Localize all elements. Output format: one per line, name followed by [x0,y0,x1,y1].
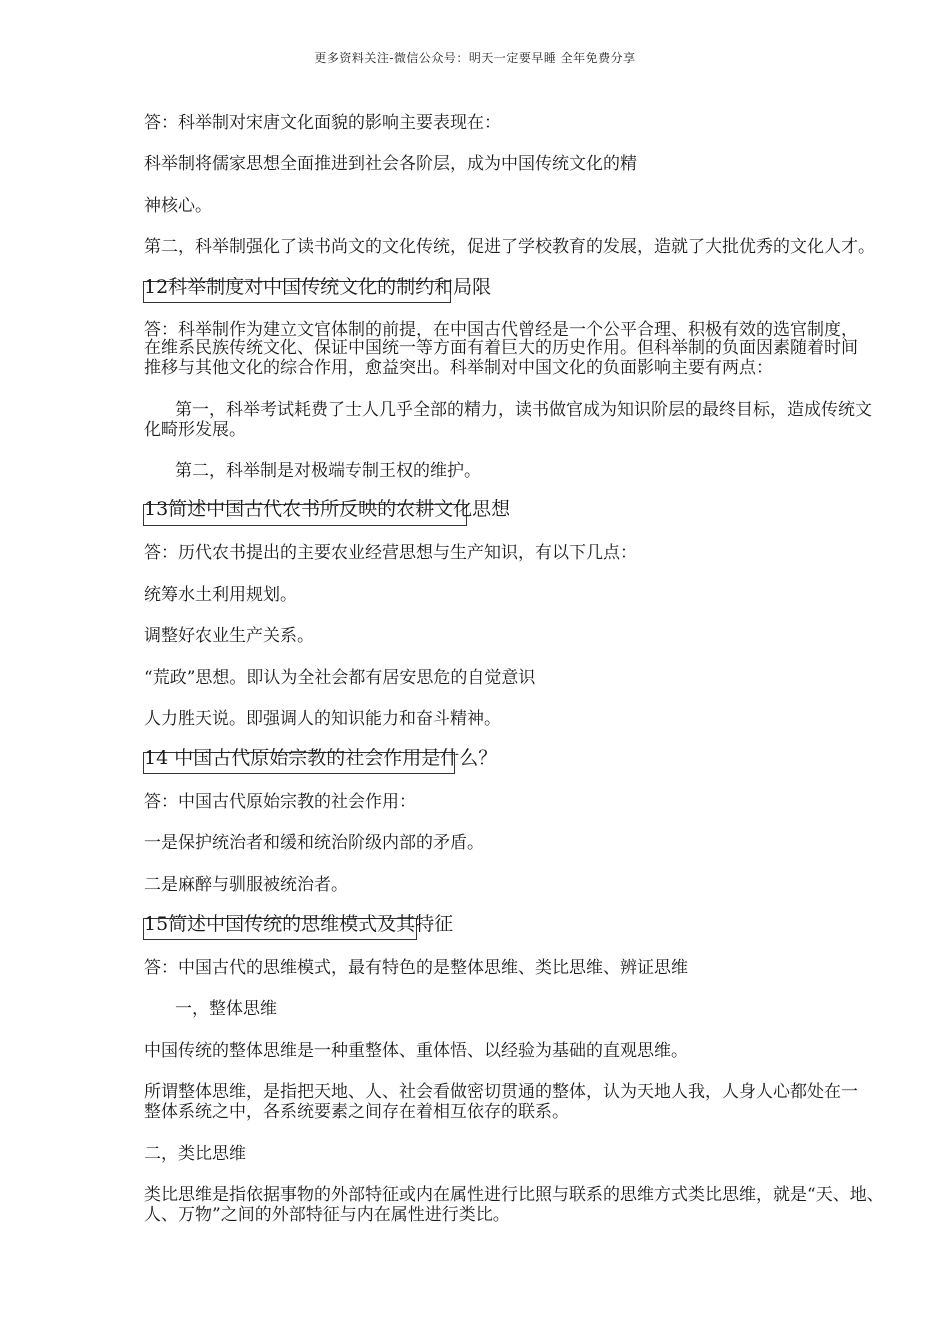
answer-15-heading: 二，类比思维 [144,1144,246,1164]
answer-15-line: 人、万物”之间的外部特征与内在属性进行类比。 [144,1205,510,1225]
answer-13-point: “荒政”思想。即认为全社会都有居安思危的自觉意识 [144,668,536,688]
question-12: 12科举制度对中国传统文化的制约和局限 [144,276,492,298]
answer-11-line: 第二，科举制强化了读书尚文的文化传统，促进了学校教育的发展，造就了大批优秀的文化人才。 [144,237,875,257]
answer-11-line: 神核心。 [144,196,212,216]
answer-14-intro: 答：中国古代原始宗教的社会作用： [144,792,416,812]
answer-15-line: 所谓整体思维，是指把天地、人、社会看做密切贯通的整体，认为天地人我，人身人心都处在一 [144,1082,858,1102]
answer-15-line: 类比思维是指依据事物的外部特征或内在属性进行比照与联系的思维方式类比思维，就是“天、地、 [144,1185,884,1205]
answer-14-point: 二是麻醉与驯服被统治者。 [144,875,348,895]
answer-13-point: 调整好农业生产关系。 [144,626,314,646]
question-13: 13简述中国古代农书所反映的农耕文化思想 [144,498,511,520]
answer-12-point: 化畸形发展。 [144,420,246,440]
answer-15-line: 中国传统的整体思维是一种重整体、重体悟、以经验为基础的直观思维。 [144,1041,688,1061]
answer-11-line: 科举制将儒家思想全面推进到社会各阶层，成为中国传统文化的精 [144,154,637,174]
answer-13-point: 统筹水土利用规划。 [144,585,297,605]
answer-12-line: 推移与其他文化的综合作用，愈益突出。科举制对中国文化的负面影响主要有两点： [144,358,773,378]
answer-12-point: 第一，科举考试耗费了士人几乎全部的精力，读书做官成为知识阶层的最终目标，造成传统文 [175,400,872,420]
answer-12-point: 第二，科举制是对极端专制王权的维护。 [175,461,481,481]
answer-14-point: 一是保护统治者和缓和统治阶级内部的矛盾。 [144,833,484,853]
answer-12-line: 答：科举制作为建立文官体制的前提，在中国古代曾经是一个公平合理、积极有效的选官制度， [144,320,858,340]
page-header: 更多资料关注-微信公众号：明天一定要早睡 全年免费分享 [314,51,636,65]
answer-13-intro: 答：历代农书提出的主要农业经营思想与生产知识，有以下几点： [144,543,637,563]
answer-12-line: 在维系民族传统文化、保证中国统一等方面有着巨大的历史作用。但科举制的负面因素随着时间 [144,338,858,358]
answer-15-line: 整体系统之中，各系统要素之间存在着相互依存的联系。 [144,1102,569,1122]
answer-13-point: 人力胜天说。即强调人的知识能力和奋斗精神。 [144,709,501,729]
answer-11-intro: 答：科举制对宋唐文化面貌的影响主要表现在： [144,113,501,133]
question-14: 14 中国古代原始宗教的社会作用是什么？ [144,747,498,769]
answer-15-heading: 一，整体思维 [175,999,277,1019]
question-15: 15简述中国传统的思维模式及其特征 [144,913,454,935]
answer-15-intro: 答：中国古代的思维模式，最有特色的是整体思维、类比思维、辨证思维 [144,958,688,978]
